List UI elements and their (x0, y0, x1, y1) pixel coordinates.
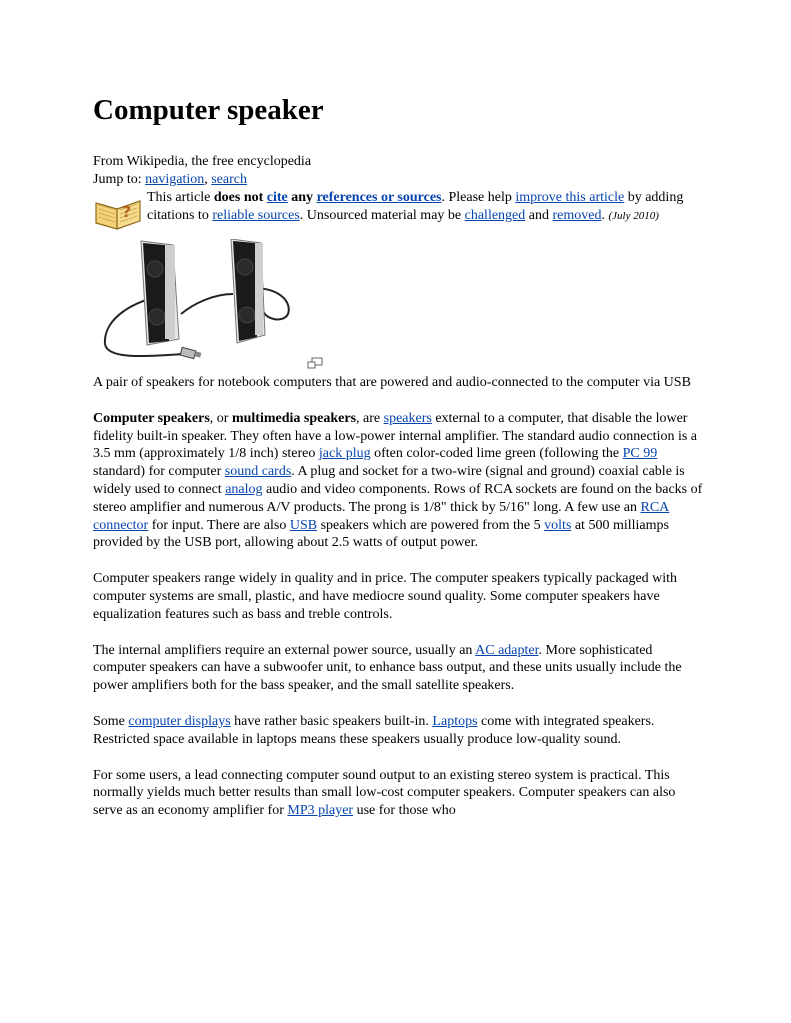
mp3-player-link[interactable]: MP3 player (287, 803, 354, 819)
notice-date: (July 2010) (608, 209, 659, 222)
unreferenced-notice: ? This article does not cite any references or sources. Please help improve this article by adding citations to reliable sources. Unsourced material may be challenged and removed. (July 2010) (93, 189, 703, 225)
navigation-link[interactable]: navigation (145, 172, 205, 187)
ac-adapter-link[interactable]: AC adapter (475, 642, 539, 658)
enlarge-icon[interactable] (307, 357, 323, 369)
usb-link[interactable]: USB (289, 517, 318, 533)
reliable-sources-link[interactable]: reliable sources (212, 207, 300, 223)
paragraph-3: The internal amplifiers require an external power source, usually an AC adapter. More sophisticated computer speakers can have a subwoofer unit, to enhance bass output, and these units usually include the power amplifiers both for the bass speaker, and the small satellite speakers. (93, 642, 682, 694)
improve-article-link[interactable]: improve this article (515, 190, 625, 205)
paragraph-2: Computer speakers range widely in quality and in price. The computer speakers typically packaged with computer systems are small, plastic, and have mediocre sound quality. Some computer speakers have equalization features such as bass and treble controls. (93, 571, 678, 622)
speakers-image[interactable] (93, 239, 303, 369)
search-link[interactable]: search (211, 172, 247, 187)
svg-text:?: ? (122, 202, 132, 221)
paragraph-4: Some computer displays have rather basic speakers built-in. Laptops come with integrated speakers. Restricted space available in laptops means these speakers usually produce low-quality sound. (93, 713, 655, 747)
removed-link[interactable]: removed (552, 207, 602, 223)
jump-links: Jump to: navigation, search (93, 172, 247, 187)
paragraph-1: Computer speakers, or multimedia speakers, are speakers external to a computer, that disable the lower fidelity built-in speaker. They often have a low-power internal amplifier. The standard audio connection is a 3.5 mm (approximately 1/8 inch) stereo jack plug often color-coded lime green (following the PC 99 standard) for computer sound cards. A plug and socket for a two-wire (signal and ground) coaxial cable is widely used to connect analog audio and video components. Rows of RCA sockets are found on the backs of stereo amplifier and numerous A/V products. The prong is 1/8" thick by 5/16" long. A few use an RCA connector for input. There are also USB speakers which are powered from the 5 volts at 500 milliamps provided by the USB port, allowing about 2.5 watts of output power. (93, 410, 703, 551)
jack-plug-link[interactable]: jack plug (318, 446, 371, 462)
cite-link[interactable]: cite (266, 190, 288, 205)
rca-connector-link[interactable]: RCA connector (93, 499, 670, 533)
challenged-link[interactable]: challenged (464, 207, 526, 223)
references-link[interactable]: references or sources (316, 190, 442, 205)
analog-link[interactable]: analog (225, 481, 263, 497)
site-subtitle: From Wikipedia, the free encyclopedia (93, 154, 312, 169)
paragraph-5: For some users, a lead connecting computer sound output to an existing stereo system is practical. This normally yields much better results than small low-cost computer speakers. Computer speakers can also serve as an economy amplifier for MP3 player use for those who (93, 767, 676, 819)
pc99-link[interactable]: PC 99 (622, 446, 658, 462)
article (93, 92, 703, 820)
computer-displays-link[interactable]: computer displays (128, 713, 231, 729)
sound-cards-link[interactable]: sound cards (224, 464, 292, 480)
book-question-icon (93, 191, 143, 231)
page-title: Computer speaker (93, 94, 324, 126)
image-caption: A pair of speakers for notebook computers that are powered and audio-connected to the computer via USB (93, 375, 691, 390)
speakers-link[interactable]: speakers (383, 410, 432, 426)
volts-link[interactable]: volts (544, 517, 572, 533)
laptops-link[interactable]: Laptops (432, 713, 478, 729)
